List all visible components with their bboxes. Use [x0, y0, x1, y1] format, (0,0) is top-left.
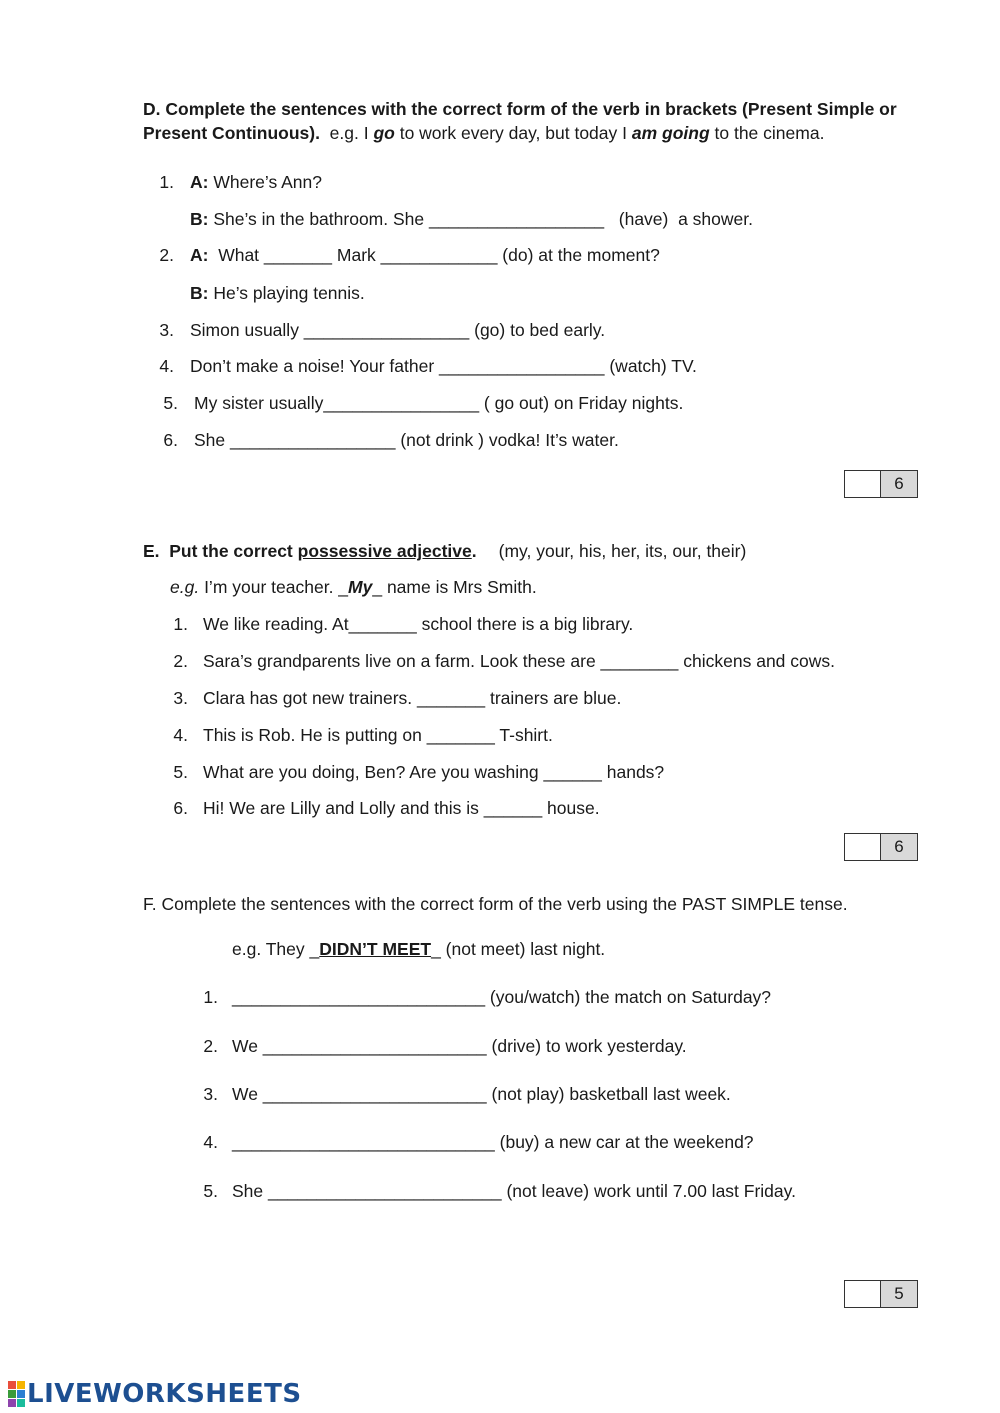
list-item: ___________________________ (buy) a new car at the weekend?	[232, 1132, 754, 1152]
list-item: Don’t make a noise! Your father _________________ (watch) TV.	[190, 356, 697, 376]
list-item: We _______________________ (not play) basketball last week.	[232, 1084, 731, 1104]
item-number: 6.	[173, 798, 188, 818]
example-text: _ name is Mrs Smith.	[372, 577, 537, 597]
title-text: E. Put the correct	[143, 541, 298, 561]
list-item: Sara’s grandparents live on a farm. Look these are ________ chickens and cows.	[203, 651, 836, 671]
item-text: He’s playing tennis.	[208, 283, 365, 303]
example-text: e.g. I	[319, 123, 374, 143]
score-value: 6	[881, 834, 917, 860]
example-text: _ (not meet) last night.	[431, 939, 606, 959]
list-item: Hi! We are Lilly and Lolly and this is ______ house.	[203, 798, 600, 818]
example-go: go	[373, 123, 395, 143]
example-am-going: am going	[631, 123, 710, 143]
example-answer: DIDN’T MEET	[319, 939, 432, 959]
list-item: She ________________________ (not leave) work until 7.00 last Friday.	[232, 1181, 796, 1201]
score-box	[844, 470, 918, 498]
speaker-label: B:	[190, 209, 209, 229]
item-number: 5.	[163, 393, 178, 413]
score-box	[844, 1280, 918, 1308]
section-d-example	[143, 123, 824, 144]
list-item: This is Rob. He is putting on _______ T-shirt.	[203, 725, 553, 745]
example-text: e.g. They _	[232, 939, 320, 959]
section-f-example	[232, 939, 605, 960]
list-item	[190, 245, 660, 266]
item-number: 2.	[203, 1036, 218, 1056]
item-text: What _______ Mark ____________ (do) at the moment?	[208, 245, 660, 265]
example-text: I’m your teacher. _	[199, 577, 349, 597]
list-item: My sister usually________________ ( go out) on Friday nights.	[194, 393, 684, 413]
example-text: to work every day, but today I	[394, 123, 632, 143]
score-box	[844, 833, 918, 861]
item-number: 3.	[173, 688, 188, 708]
list-item: She _________________ (not drink ) vodka! It’s water.	[194, 430, 619, 450]
title-underlined: possessive adjective	[297, 541, 472, 561]
speaker-label: A:	[190, 172, 209, 192]
eg-label: e.g.	[170, 577, 200, 597]
item-number: 3.	[203, 1084, 218, 1104]
section-e-title	[143, 541, 746, 562]
list-item: Simon usually _________________ (go) to bed early.	[190, 320, 606, 340]
score-input[interactable]	[845, 471, 881, 497]
list-item: __________________________ (you/watch) the match on Saturday?	[232, 987, 772, 1007]
section-f-title: F. Complete the sentences with the correct form of the verb using the PAST SIMPLE tense.	[143, 894, 848, 914]
score-value: 5	[881, 1281, 917, 1307]
item-number: 5.	[203, 1181, 218, 1201]
score-input[interactable]	[845, 1281, 881, 1307]
item-text: She’s in the bathroom. She __________________ (have) a shower.	[208, 209, 753, 229]
score-input[interactable]	[845, 834, 881, 860]
speaker-label: B:	[190, 283, 209, 303]
liveworksheets-logo[interactable]	[8, 1380, 302, 1408]
score-value: 6	[881, 471, 917, 497]
title-dot: .	[471, 541, 477, 561]
list-item	[190, 283, 365, 304]
item-number: 3.	[159, 320, 174, 340]
list-item: We _______________________ (drive) to work yesterday.	[232, 1036, 687, 1056]
section-d-title: D. Complete the sentences with the correct form of the verb in brackets (Present Simple or	[143, 99, 897, 119]
item-number: 1.	[159, 172, 174, 192]
blocks-icon	[8, 1381, 25, 1407]
item-number: 5.	[173, 762, 188, 782]
item-number: 2.	[173, 651, 188, 671]
item-text: Where’s Ann?	[208, 172, 322, 192]
example-answer: My	[348, 577, 373, 597]
item-number: 1.	[203, 987, 218, 1007]
item-number: 4.	[159, 356, 174, 376]
example-text: to the cinema.	[709, 123, 825, 143]
list-item: What are you doing, Ben? Are you washing ______ hands?	[203, 762, 665, 782]
list-item: Clara has got new trainers. _______ trainers are blue.	[203, 688, 622, 708]
list-item	[190, 209, 753, 230]
speaker-label: A:	[190, 245, 209, 265]
item-number: 4.	[203, 1132, 218, 1152]
list-item	[190, 172, 322, 193]
item-number: 4.	[173, 725, 188, 745]
item-number: 1.	[173, 614, 188, 634]
item-number: 2.	[159, 245, 174, 265]
item-number: 6.	[163, 430, 178, 450]
section-d-title-cont: Present Continuous).	[143, 123, 320, 143]
options-list: (my, your, his, her, its, our, their)	[498, 541, 747, 561]
section-e-example	[170, 577, 537, 598]
list-item: We like reading. At_______ school there is a big library.	[203, 614, 634, 634]
brand-name: LIVEWORKSHEETS	[27, 1379, 302, 1409]
